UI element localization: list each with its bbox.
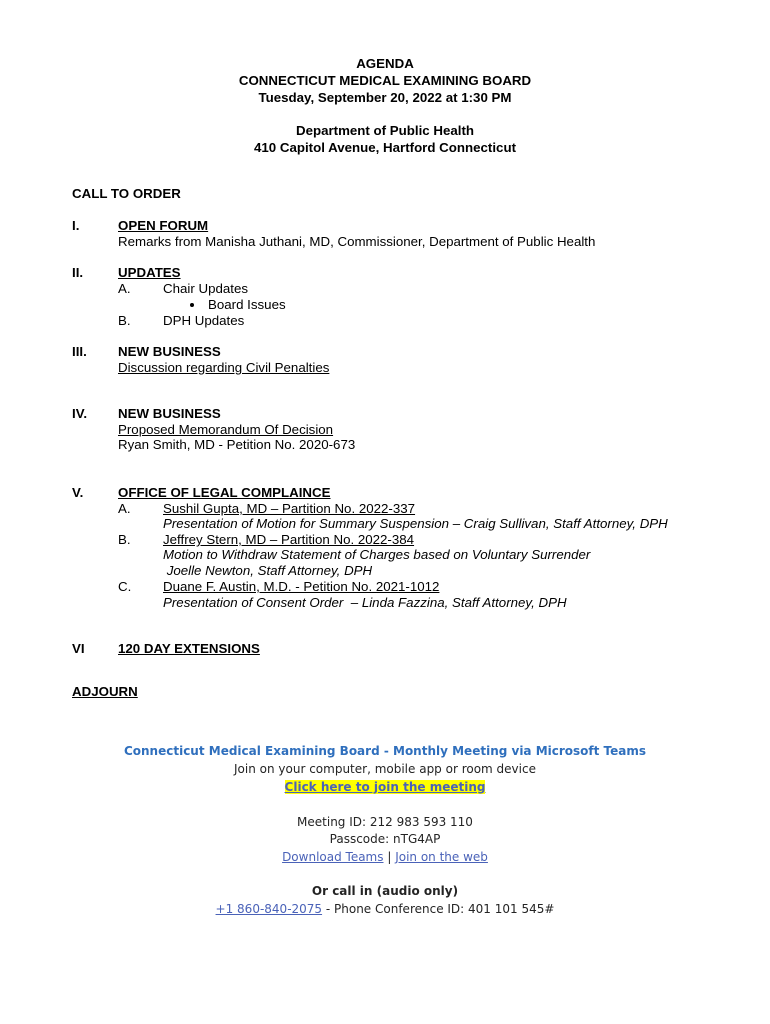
section-2-item-a-letter: A. [118,281,131,296]
link-separator: | [387,850,392,864]
teams-join-link-row [0,780,770,794]
department-name: Department of Public Health [295,123,475,138]
section-2-item-b-text: DPH Updates [163,313,245,328]
section-2-title: UPDATES [118,265,181,280]
section-4-line-2: Ryan Smith, MD - Petition No. 2020-673 [118,437,356,452]
section-2-item-a-text: Chair Updates [163,281,248,296]
section-5-item-b-title: Jeffrey Stern, MD – Partition No. 2022-384 [163,532,415,547]
section-6-number: VI [72,641,85,656]
phone-conference-id: - Phone Conference ID: 401 101 545# [322,902,555,916]
join-on-web-link[interactable]: Join on the web [395,850,488,864]
agenda-heading: AGENDA [356,56,414,71]
call-in-heading: Or call in (audio only) [311,884,459,898]
section-1-text: Remarks from Manisha Juthani, MD, Commissioner, Department of Public Health [118,234,596,249]
section-5-item-b-desc-1: Motion to Withdraw Statement of Charges based on Voluntary Surrender [163,547,591,562]
teams-passcode: Passcode: nTG4AP [329,832,441,846]
download-teams-link[interactable]: Download Teams [282,850,384,864]
phone-row [0,902,770,916]
section-5-item-a-letter: A. [118,501,131,516]
section-4-title: NEW BUSINESS [118,406,221,421]
section-2-bullet-text: Board Issues [208,297,286,312]
phone-number-link[interactable]: +1 860-840-2075 [215,902,323,916]
section-5-item-c-title: Duane F. Austin, M.D. - Petition No. 2021-1012 [163,579,440,594]
section-5-item-c-desc: Presentation of Consent Order – Linda Fazzina, Staff Attorney, DPH [163,595,567,610]
section-4-line-1: Proposed Memorandum Of Decision [118,422,334,437]
section-5-item-a-title: Sushil Gupta, MD – Partition No. 2022-337 [163,501,416,516]
section-2-number: II. [72,265,84,280]
section-4-number: IV. [72,406,88,421]
section-3-title: NEW BUSINESS [118,344,221,359]
section-1-number: I. [72,218,80,233]
section-5-item-a-desc: Presentation of Motion for Summary Suspension – Craig Sullivan, Staff Attorney, DPH [163,516,668,531]
section-5-item-b-desc-2: Joelle Newton, Staff Attorney, DPH [163,563,373,578]
section-2-item-b-letter: B. [118,313,131,328]
adjourn-heading: ADJOURN [72,684,138,699]
section-5-title: OFFICE OF LEGAL COMPLAINCE [118,485,331,500]
join-meeting-link[interactable]: Click here to join the meeting [284,780,486,794]
section-1-title: OPEN FORUM [118,218,209,233]
board-name: CONNECTICUT MEDICAL EXAMINING BOARD [238,73,532,88]
section-3-text: Discussion regarding Civil Penalties [118,360,330,375]
teams-meeting-title: Connecticut Medical Examining Board - Monthly Meeting via Microsoft Teams [123,744,647,758]
call-to-order: CALL TO ORDER [72,186,181,201]
teams-meeting-id: Meeting ID: 212 983 593 110 [297,815,473,829]
section-3-number: III. [72,344,87,359]
section-5-item-b-letter: B. [118,532,131,547]
section-5-number: V. [72,485,84,500]
section-6-title: 120 DAY EXTENSIONS [118,641,260,656]
meeting-date: Tuesday, September 20, 2022 at 1:30 PM [258,90,512,105]
section-5-item-c-letter: C. [118,579,132,594]
department-address: 410 Capitol Avenue, Hartford Connecticut [253,140,517,155]
teams-join-instructions: Join on your computer, mobile app or room device [234,762,536,776]
teams-links-row [0,850,770,864]
bullet-icon [190,303,194,307]
